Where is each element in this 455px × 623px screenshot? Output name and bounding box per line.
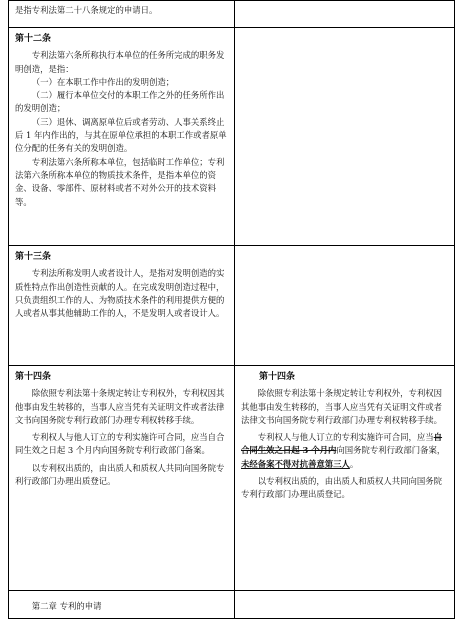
paragraph: 除依照专利法第十条规定转让专利权外，专利权因其他事由发生转移的，当事人应当凭有关证明文件或者法律文书向国务院专利行政部门办理专利权转移手续。 bbox=[241, 388, 443, 425]
text-run: 向国务院专利行政部门备案 bbox=[336, 445, 437, 456]
added-text: 未经备案不得对抗善意第三人 bbox=[241, 458, 350, 469]
struck-text: 自合同生效之日起 3 个月内 bbox=[241, 432, 443, 456]
text-run: 专利权人与他人订立的专利实施许可合同，应当 bbox=[257, 432, 434, 443]
article-title: 第十四条 bbox=[259, 372, 296, 382]
paragraph: （一）在本职工作中作出的发明创造； bbox=[31, 76, 175, 87]
table-row bbox=[9, 1, 455, 28]
text-run: ， bbox=[436, 445, 446, 456]
left-cell bbox=[9, 246, 235, 366]
article-title: 第十二条 bbox=[15, 34, 52, 44]
chapter-title: 第二章 专利的申请 bbox=[31, 601, 102, 611]
left-cell bbox=[9, 1, 235, 28]
right-cell bbox=[235, 246, 455, 366]
paragraph: 以专利权出质的，由出质人和质权人共同向国务院专利行政部门办理出质登记。 bbox=[15, 462, 225, 487]
paragraph: 专利法第六条所称本单位，包括临时工作单位；专利法第六条所称本单位的物质技术条件，是指本单位的资金、设备、零部件、原材料或者不对外公开的技术资料等。 bbox=[15, 156, 225, 207]
cell-text: 是指专利法第二十八条规定的申请日。 bbox=[15, 5, 158, 15]
paragraph: （二）履行本单位交付的本职工作之外的任务所作出的发明创造； bbox=[15, 90, 225, 114]
right-cell bbox=[235, 1, 455, 28]
paragraph: 以专利权出质的，由出质人和质权人共同向国务院专利行政部门办理出质登记。 bbox=[241, 476, 443, 500]
paragraph: （三）退休、调离原单位后或者劳动、人事关系终止后 1 年内作出的，与其在原单位承担的本职工作或者原单位分配的任务有关的发明创造。 bbox=[15, 116, 227, 154]
paragraph: 专利权人与他人订立的专利实施许可合同，应当自合同生效之日起 3 个月内向国务院专利行政部门备案。 bbox=[15, 432, 225, 456]
text-run: 。 bbox=[349, 458, 359, 469]
right-cell bbox=[235, 591, 455, 619]
article-title: 第十四条 bbox=[15, 372, 52, 382]
table-row bbox=[9, 28, 455, 246]
table-row bbox=[9, 591, 455, 619]
paragraph: 专利法所称发明人或者设计人，是指对发明创造的实质性特点作出创造性贡献的人。在完成发明创造过程中，只负责组织工作的人、为物质技术条件的利用提供方便的人或者从事其他辅助工作的人，不是发明人或者设计人。 bbox=[15, 268, 225, 319]
article-title: 第十三条 bbox=[15, 252, 52, 262]
comparison-table bbox=[8, 0, 455, 619]
left-cell bbox=[9, 28, 235, 246]
left-cell bbox=[9, 591, 235, 619]
paragraph: 除依照专利法第十条规定转让专利权外，专利权因其他事由发生转移的，当事人应当凭有关证明文件或者法律文书向国务院专利行政部门办理专利权转移手续。 bbox=[15, 388, 225, 425]
paragraph: 专利法第六条所称执行本单位的任务所完成的职务发明创造，是指： bbox=[15, 50, 225, 74]
table-row bbox=[9, 246, 455, 366]
right-cell bbox=[235, 366, 455, 591]
left-cell bbox=[9, 366, 235, 591]
paragraph-revised bbox=[241, 431, 448, 471]
right-cell bbox=[235, 28, 455, 246]
table-row bbox=[9, 366, 455, 591]
